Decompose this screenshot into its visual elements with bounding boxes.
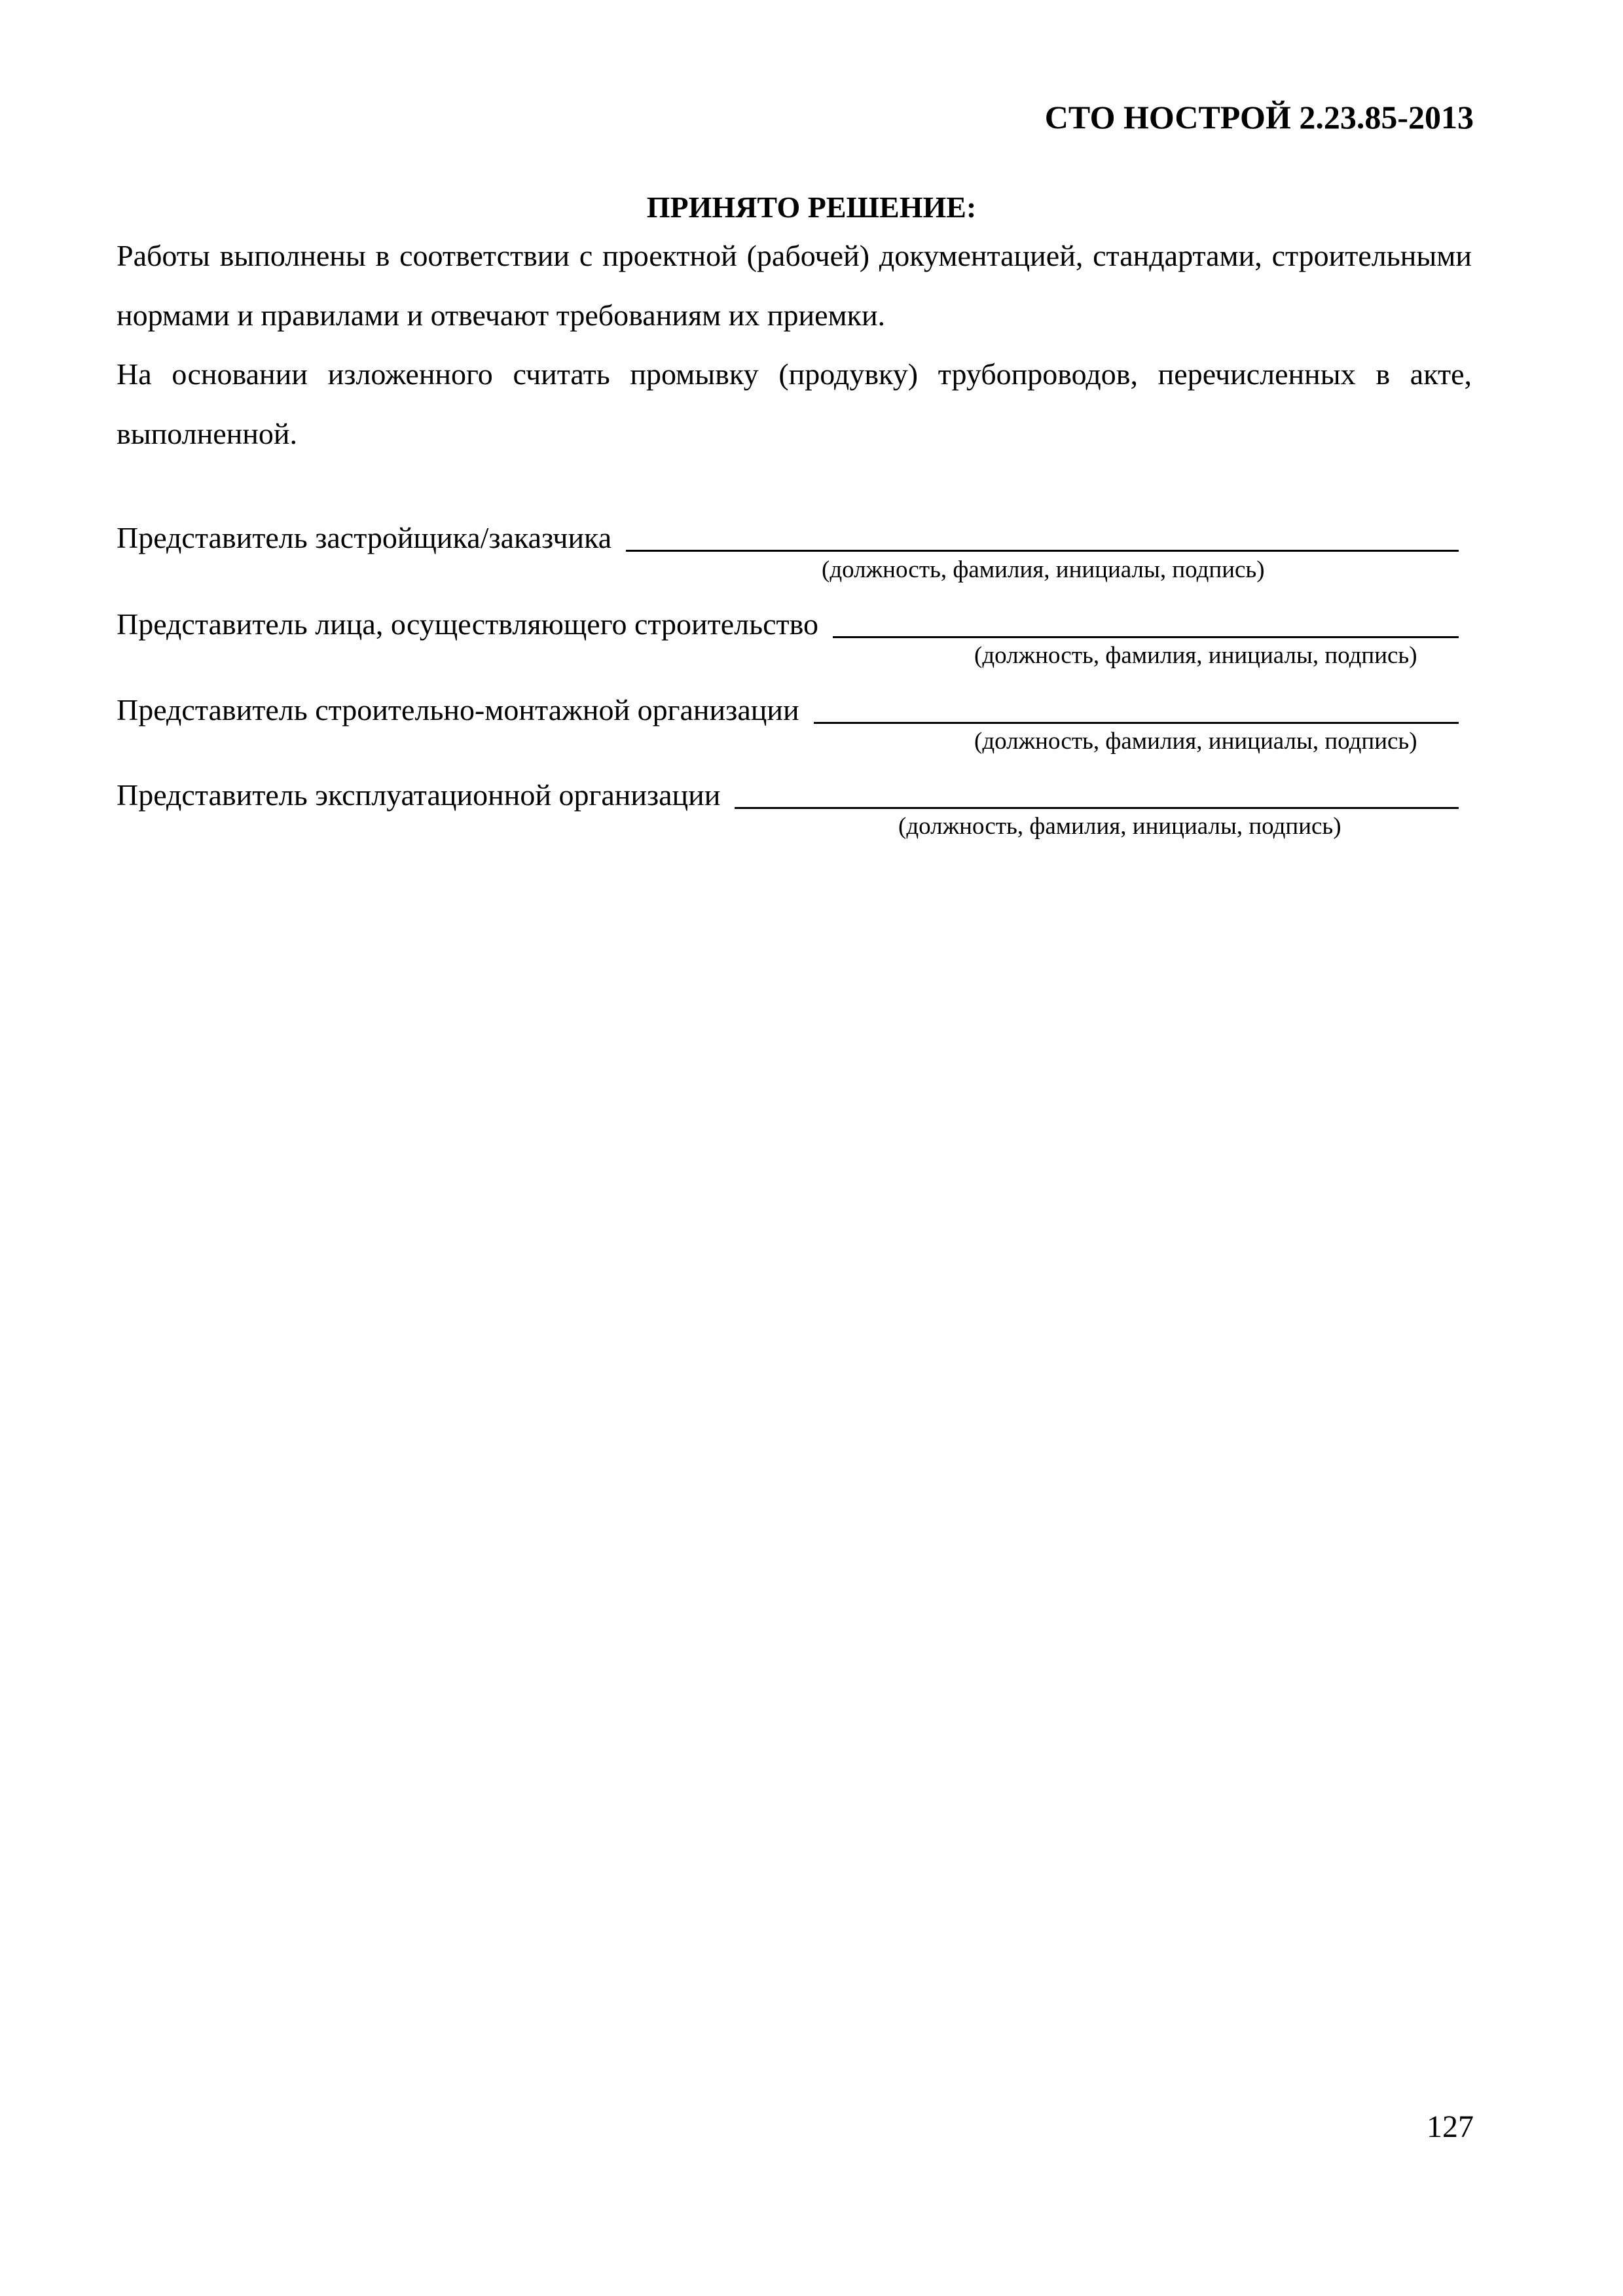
- signature-row-operator: [117, 771, 1459, 810]
- signature-row-customer: [117, 514, 1459, 553]
- signature-label: Представитель строительно-монтажной организации: [117, 693, 799, 726]
- signature-label: Представитель застройщика/заказчика: [117, 521, 612, 554]
- signature-row-builder: [117, 600, 1459, 639]
- signature-line: [735, 804, 1459, 809]
- signature-row-installer: [117, 686, 1459, 725]
- signature-line: [814, 719, 1459, 724]
- decision-paragraph-2: На основании изложенного считать промывку (продувку) трубопроводов, перечисленных в акте, выполненной.: [117, 357, 1472, 450]
- signature-label: Представитель лица, осуществляющего строительство: [117, 607, 819, 641]
- signature-caption: (должность, фамилия, инициалы, подпись): [974, 728, 1417, 755]
- page-number: 127: [1427, 2109, 1474, 2144]
- decision-paragraph-1: Работы выполнены в соответствии с проектной (рабочей) документацией, стандартами, строительными нормами и правилами и отвечают требованиям их приемки.: [117, 239, 1472, 332]
- signature-caption: (должность, фамилия, инициалы, подпись): [822, 556, 1265, 583]
- signature-caption: (должность, фамилия, инициалы, подпись): [974, 642, 1417, 669]
- signature-caption: (должность, фамилия, инициалы, подпись): [898, 813, 1341, 840]
- decision-heading: ПРИНЯТО РЕШЕНИЕ:: [646, 190, 977, 224]
- document-code: СТО НОСТРОЙ 2.23.85-2013: [1044, 99, 1474, 135]
- signature-line: [626, 547, 1459, 552]
- signature-line: [833, 634, 1459, 638]
- signature-label: Представитель эксплуатационной организации: [117, 778, 721, 812]
